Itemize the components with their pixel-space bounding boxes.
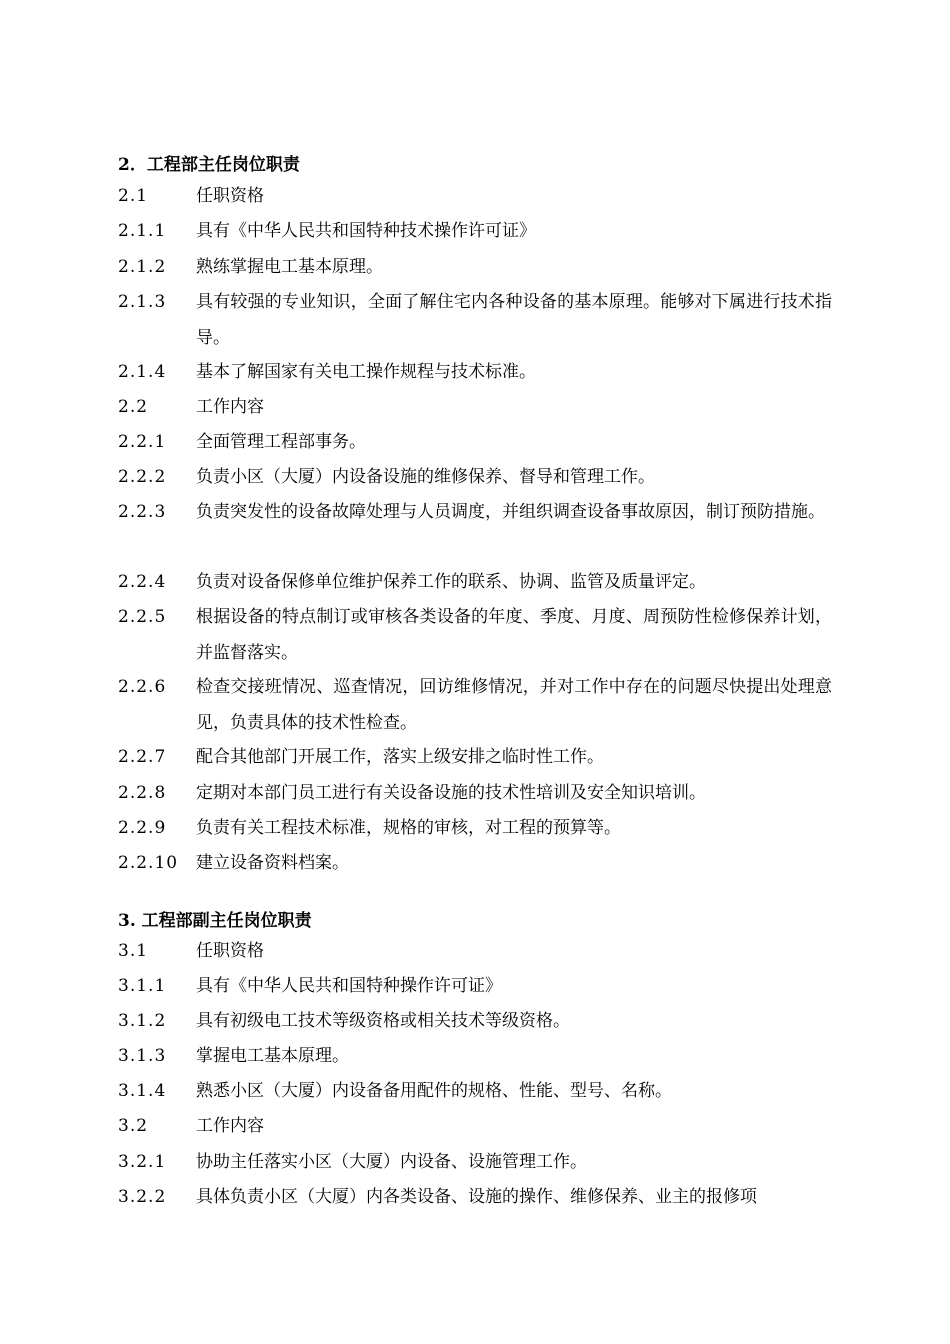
item-text: 具有《中华人民共和国特种技术操作许可证》 — [196, 221, 536, 241]
list-item — [118, 564, 838, 600]
item-number: 2.2 — [118, 397, 149, 417]
item-text: 工作内容 — [196, 397, 264, 417]
item-text: 负责突发性的设备故障处理与人员调度，并组织调查设备事故原因，制订预防措施。 — [196, 502, 825, 522]
list-item — [118, 389, 838, 425]
item-text: 配合其他部门开展工作，落实上级安排之临时性工作。 — [196, 747, 604, 767]
section-heading: 3. 工程部副主任岗位职责 — [118, 911, 312, 931]
item-text: 负责对设备保修单位维护保养工作的联系、协调、监管及质量评定。 — [196, 572, 706, 592]
list-item — [118, 1038, 838, 1074]
item-text: 检查交接班情况、巡查情况，回访维修情况，并对工作中存在的问题尽快提出处理意见，负责具体的技术性检查。 — [196, 677, 832, 733]
list-item — [118, 845, 838, 881]
item-text: 协助主任落实小区（大厦）内设备、设施管理工作。 — [196, 1152, 587, 1172]
item-text: 根据设备的特点制订或审核各类设备的年度、季度、月度、周预防性检修保养计划，并监督落实。 — [196, 607, 832, 663]
item-number: 3.2 — [118, 1116, 149, 1136]
item-number: 2.2.1 — [118, 432, 167, 452]
item-number: 2.2.10 — [118, 853, 179, 873]
list-item — [118, 494, 838, 530]
item-number: 2.1 — [118, 186, 149, 206]
item-number: 2.2.7 — [118, 747, 167, 767]
item-text: 任职资格 — [196, 186, 264, 206]
list-item — [118, 933, 838, 969]
item-text: 工作内容 — [196, 1116, 264, 1136]
item-number: 2.2.9 — [118, 818, 167, 838]
item-number: 2.1.4 — [118, 362, 167, 382]
item-text: 负责小区（大厦）内设备设施的维修保养、督导和管理工作。 — [196, 467, 655, 487]
item-number: 3.1.4 — [118, 1081, 167, 1101]
item-number: 2.2.2 — [118, 467, 167, 487]
item-number: 2.2.5 — [118, 607, 167, 627]
list-item — [118, 354, 838, 390]
list-item — [118, 1108, 838, 1144]
item-text: 定期对本部门员工进行有关设备设施的技术性培训及安全知识培训。 — [196, 783, 706, 803]
item-number: 3.1 — [118, 941, 149, 961]
list-item — [118, 1073, 838, 1109]
item-text: 具有《中华人民共和国特种操作许可证》 — [196, 976, 502, 996]
item-text: 负责有关工程技术标准，规格的审核，对工程的预算等。 — [196, 818, 621, 838]
item-text: 具有较强的专业知识，全面了解住宅内各种设备的基本原理。能够对下属进行技术指导。 — [196, 292, 832, 348]
list-item — [118, 424, 838, 460]
item-text: 基本了解国家有关电工操作规程与技术标准。 — [196, 362, 536, 382]
list-item — [118, 249, 838, 285]
item-number: 2.2.8 — [118, 783, 167, 803]
list-item — [118, 1144, 838, 1180]
item-text: 熟练掌握电工基本原理。 — [196, 257, 383, 277]
list-item — [118, 968, 838, 1004]
item-number: 2.1.3 — [118, 292, 167, 312]
item-number: 2.2.3 — [118, 502, 167, 522]
item-number: 2.1.2 — [118, 257, 167, 277]
list-item — [118, 284, 838, 356]
item-text: 全面管理工程部事务。 — [196, 432, 366, 452]
item-number: 3.2.1 — [118, 1152, 167, 1172]
list-item — [118, 1179, 838, 1215]
item-text: 熟悉小区（大厦）内设备备用配件的规格、性能、型号、名称。 — [196, 1081, 672, 1101]
item-text: 具体负责小区（大厦）内各类设备、设施的操作、维修保养、业主的报修项 — [196, 1187, 757, 1207]
item-number: 3.1.3 — [118, 1046, 167, 1066]
item-number: 2.2.4 — [118, 572, 167, 592]
item-number: 2.2.6 — [118, 677, 167, 697]
item-text: 建立设备资料档案。 — [196, 853, 349, 873]
list-item — [118, 213, 838, 249]
list-item — [118, 775, 838, 811]
list-item — [118, 810, 838, 846]
section-heading: 2．工程部主任岗位职责 — [118, 155, 300, 175]
item-number: 3.2.2 — [118, 1187, 167, 1207]
item-number: 2.1.1 — [118, 221, 167, 241]
item-number: 3.1.1 — [118, 976, 167, 996]
list-item — [118, 1003, 838, 1039]
item-text: 具有初级电工技术等级资格或相关技术等级资格。 — [196, 1011, 570, 1031]
item-number: 3.1.2 — [118, 1011, 167, 1031]
item-text: 掌握电工基本原理。 — [196, 1046, 349, 1066]
list-item — [118, 178, 838, 214]
list-item — [118, 599, 838, 671]
list-item — [118, 669, 838, 741]
item-text: 任职资格 — [196, 941, 264, 961]
list-item — [118, 459, 838, 495]
list-item — [118, 739, 838, 775]
